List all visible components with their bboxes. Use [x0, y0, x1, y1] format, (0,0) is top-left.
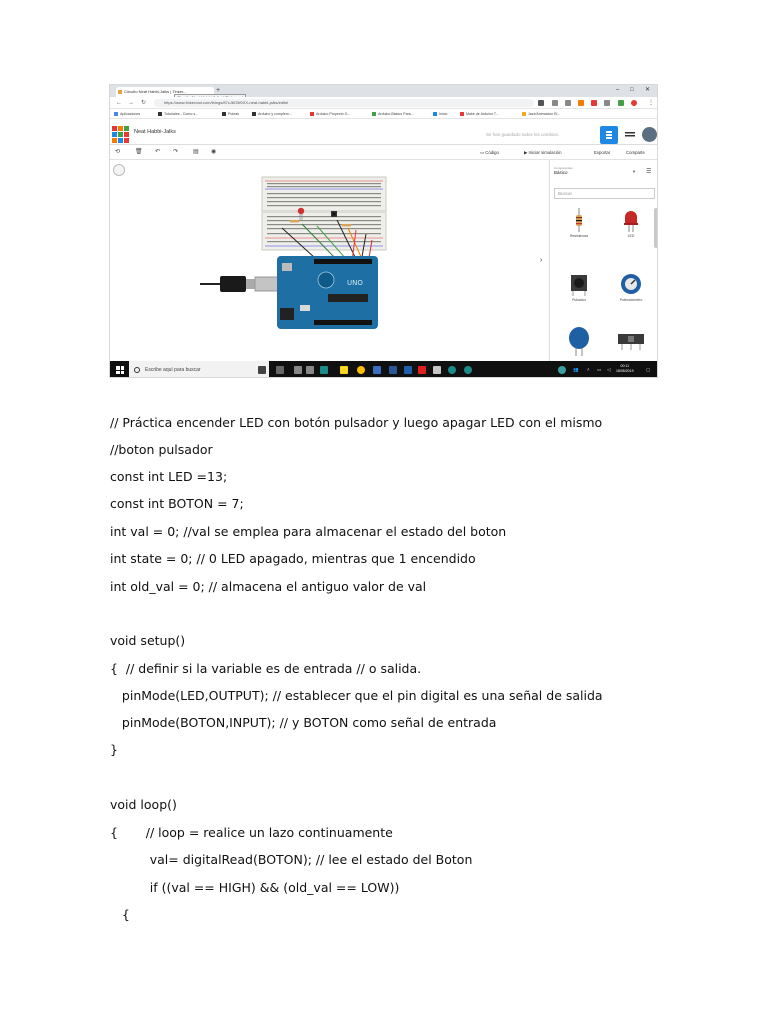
code-line: { // definir si la variable es de entrada // o salida. [110, 661, 422, 676]
notifications-icon[interactable]: ▢ [646, 367, 651, 372]
code-line: val= digitalRead(BOTON); // lee el estado del Boton [110, 852, 473, 867]
schematic-view-button[interactable] [621, 126, 639, 144]
extension-icon[interactable] [618, 100, 624, 106]
bookmarks-bar [110, 109, 658, 119]
component-resistor[interactable]: Resistencia [556, 208, 602, 238]
tinkercad-screenshot [109, 84, 658, 378]
list-view-icon[interactable]: ☰ [646, 169, 652, 175]
code-line: //boton pulsador [110, 442, 213, 457]
eye-icon[interactable]: ◉ [211, 149, 217, 155]
extension-icon[interactable] [578, 100, 584, 106]
code-line: const int LED =13; [110, 469, 228, 484]
youtube-icon [460, 112, 464, 116]
bookmark-item[interactable]: Arduino Básico Para... [372, 109, 414, 119]
play-icon: ▶ [524, 150, 529, 155]
code-line: { [110, 907, 130, 922]
extension-icon[interactable] [552, 100, 558, 106]
usb-cable [200, 276, 279, 292]
tab-title: Circuito Neat Habbi-Jalks | Tinker... [124, 89, 187, 94]
components-panel [549, 160, 658, 361]
potentiometer-icon [619, 272, 643, 296]
bookmark-icon [252, 112, 256, 116]
code-line: // Práctica encender LED con botón pulsador y luego apagar LED con el mismo [110, 415, 603, 430]
code-icon: ▭ [480, 150, 486, 155]
share-button[interactable]: Comparte [626, 150, 645, 155]
tinkercad-toolbar [110, 145, 658, 160]
component-slideswitch[interactable] [608, 330, 654, 352]
new-tab-icon[interactable]: + [216, 87, 221, 94]
app-icon[interactable] [404, 366, 412, 374]
bookmark-item[interactable]: Tutoriales - Como s... [158, 109, 198, 119]
word-icon[interactable] [389, 366, 397, 374]
youtube-icon [310, 112, 314, 116]
board-label: UNO [347, 279, 363, 287]
tinkercad-header [110, 125, 658, 145]
circuit-view-button[interactable] [600, 126, 618, 144]
code-line: if ((val == HIGH) && (old_val == LOW)) [110, 880, 400, 895]
code-line: void setup() [110, 633, 186, 648]
bookmark-icon [522, 112, 526, 116]
file-explorer-icon[interactable] [294, 366, 302, 374]
facebook-icon [433, 112, 437, 116]
led-icon [621, 208, 641, 232]
layers-icon [600, 126, 618, 144]
code-line: void loop() [110, 797, 177, 812]
chevron-down-icon[interactable]: ▼ [632, 169, 636, 174]
bookmark-item[interactable]: Jazz/Animacion El... [522, 109, 560, 119]
taskbar-clock[interactable]: 00:11 18/05/2019 [616, 364, 634, 373]
apps-icon [114, 112, 118, 116]
chrome-icon[interactable] [357, 366, 365, 374]
pushbutton-icon [569, 272, 589, 296]
bookmark-icon [222, 112, 226, 116]
export-button[interactable]: Exportar [594, 150, 611, 155]
project-name[interactable]: Neat Habbi-Jalks [134, 129, 176, 135]
resistor-component[interactable] [342, 224, 351, 226]
arduino-app-icon[interactable] [448, 366, 456, 374]
components-dropdown[interactable]: Componentes Básico [554, 166, 573, 175]
component-capacitor[interactable] [556, 326, 602, 358]
tray-app-icon[interactable] [558, 366, 566, 374]
collapse-panel-chevron-icon[interactable]: › [540, 257, 543, 264]
bookmark-icon [158, 112, 162, 116]
minimize-icon[interactable]: – [616, 87, 620, 93]
windows-start-icon[interactable] [116, 366, 124, 374]
bookmark-item[interactable]: Arduino Proyecto G... [310, 109, 350, 119]
code-line: } [110, 742, 118, 757]
extension-icon[interactable] [604, 100, 610, 106]
workplane-canvas[interactable] [110, 160, 549, 361]
capacitor-icon [567, 326, 591, 356]
network-icon[interactable]: ▭ [597, 367, 602, 372]
forward-icon[interactable]: → [128, 100, 134, 106]
task-view-icon[interactable] [276, 366, 284, 374]
delete-icon[interactable]: 🗑 [135, 149, 143, 155]
bookmark-item[interactable]: Inicio [433, 109, 447, 119]
pushbutton-component[interactable] [331, 211, 337, 217]
back-icon[interactable]: ← [116, 100, 122, 106]
tinkercad-favicon-icon [118, 90, 122, 94]
dropbox-icon[interactable] [306, 366, 314, 374]
tinkercad-logo[interactable] [112, 126, 129, 143]
slide-switch-icon [616, 330, 646, 350]
folder-icon[interactable] [373, 366, 381, 374]
bookmark-item[interactable]: Aplicaciones [114, 109, 140, 119]
extension-icon[interactable] [565, 100, 571, 106]
app-icon[interactable] [433, 366, 441, 374]
sticky-notes-icon[interactable] [340, 366, 348, 374]
rotate-icon[interactable]: ⟲ [115, 149, 121, 155]
notes-icon[interactable]: ▤ [193, 149, 199, 155]
cortana-icon [134, 367, 140, 373]
search-input[interactable]: Buscar [554, 188, 655, 199]
arduino-uno-board[interactable] [277, 256, 378, 329]
panel-scrollbar[interactable] [654, 208, 658, 248]
tray-chevron-icon[interactable]: ˄ [587, 367, 590, 372]
bookmark-item[interactable]: Make de Arduino T... [460, 109, 499, 119]
undo-icon[interactable]: ↶ [155, 149, 161, 155]
resistor-component[interactable] [290, 220, 299, 222]
code-line: int old_val = 0; // almacena el antiguo valor de val [110, 579, 427, 594]
circuit-drawing [110, 160, 549, 361]
code-line: pinMode(BOTON,INPUT); // y BOTON como señal de entrada [110, 715, 497, 730]
resistor-icon [569, 208, 589, 232]
volume-icon[interactable]: ◁ [607, 367, 611, 372]
profile-icon[interactable] [631, 100, 637, 106]
code-button[interactable]: ▭ Código [480, 150, 499, 155]
windows-taskbar [110, 361, 658, 378]
close-window-icon[interactable]: ✕ [645, 87, 651, 93]
code-line: const int BOTON = 7; [110, 496, 244, 511]
taskbar-search-input[interactable]: Escribe aquí para buscar [129, 361, 269, 378]
component-potentiometer[interactable]: Potenciómetro [608, 272, 654, 302]
extension-icon[interactable] [591, 100, 597, 106]
microphone-icon[interactable] [258, 366, 266, 374]
avatar[interactable] [642, 127, 657, 142]
code-line: int val = 0; //val se emplea para almacenar el estado del boton [110, 524, 507, 539]
browser-address-bar [110, 97, 658, 109]
star-icon[interactable] [538, 100, 544, 106]
save-status: Se han guardado todos los cambios. [486, 132, 560, 137]
reload-icon[interactable]: ↻ [141, 100, 147, 106]
start-simulation-button[interactable]: ▶ Iniciar simulación [524, 150, 562, 155]
code-line: { // loop = realice un lazo continuamente [110, 825, 393, 840]
breadboard[interactable] [262, 177, 386, 250]
people-icon[interactable]: 👥 [573, 367, 579, 372]
menu-dots-icon[interactable]: ⋮ [648, 100, 654, 106]
bookmark-icon [372, 112, 376, 116]
arduino-app-icon[interactable] [464, 366, 472, 374]
component-pushbutton[interactable]: Pulsador [556, 272, 602, 302]
acrobat-icon[interactable] [418, 366, 426, 374]
code-line: int state = 0; // 0 LED apagado, mientras que 1 encendido [110, 551, 476, 566]
arduino-app-icon[interactable] [320, 366, 328, 374]
maximize-icon[interactable]: □ [630, 87, 634, 93]
bookmark-item[interactable]: Arduino y complem... [252, 109, 292, 119]
redo-icon[interactable]: ↷ [173, 149, 179, 155]
code-line: pinMode(LED,OUTPUT); // establecer que el pin digital es una señal de salida [110, 688, 603, 703]
url-input[interactable]: https://www.tinkercad.com/things/87cJ8O5f0XX-neat-habbi-jalks/editel [154, 99, 534, 107]
bookmark-item[interactable]: Poleas [222, 109, 239, 119]
list-view-icon [621, 126, 639, 144]
component-led[interactable]: LED [608, 208, 654, 238]
